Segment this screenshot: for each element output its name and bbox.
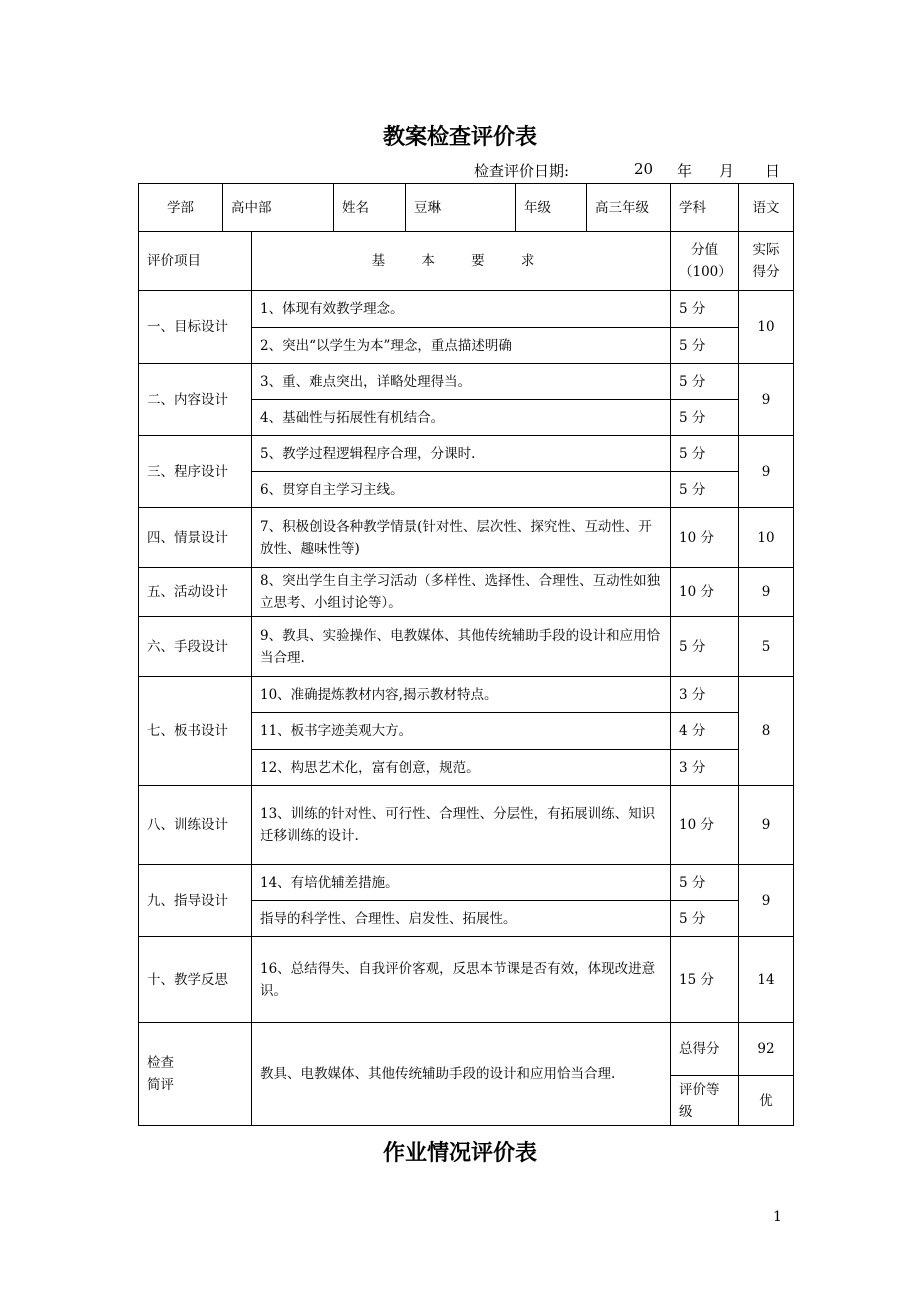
section-row — [139, 568, 794, 617]
total-score-label: 总得分 — [671, 1023, 739, 1076]
header-requirements: 基 本 要 求 — [252, 232, 671, 291]
subject-value: 语文 — [739, 184, 794, 232]
header-item: 评价项目 — [139, 232, 252, 291]
requirement-text: 4、基础性与拓展性有机结合。 — [252, 400, 671, 436]
requirement-text: 指导的科学性、合理性、启发性、拓展性。 — [252, 901, 671, 937]
section-name: 八、训练设计 — [139, 786, 252, 865]
requirement-text: 5、教学过程逻辑程序合理，分课时. — [252, 436, 671, 472]
dept-value: 高中部 — [223, 184, 334, 232]
grade-label: 年级 — [516, 184, 587, 232]
requirement-score: 5 分 — [671, 901, 739, 937]
requirement-score: 15 分 — [671, 937, 739, 1023]
requirement-score: 3 分 — [671, 677, 739, 713]
header-row — [139, 232, 794, 291]
grade-level-label-line1: 评价等 — [679, 1081, 720, 1098]
requirement-score: 5 分 — [671, 364, 739, 400]
requirement-score: 5 分 — [671, 291, 739, 328]
section-name: 九、指导设计 — [139, 865, 252, 937]
requirement-text: 3、重、难点突出，详略处理得当。 — [252, 364, 671, 400]
grade-level-label-line2: 级 — [679, 1103, 693, 1120]
section-row — [139, 364, 794, 400]
section-actual-score: 8 — [739, 677, 794, 786]
review-comment: 教具、电教媒体、其他传统辅助手段的设计和应用恰当合理. — [252, 1023, 671, 1126]
section-actual-score: 14 — [739, 937, 794, 1023]
name-label: 姓名 — [334, 184, 406, 232]
section-row — [139, 617, 794, 677]
section-name: 六、手段设计 — [139, 617, 252, 677]
requirement-text: 14、有培优辅差措施。 — [252, 865, 671, 901]
subject-label: 学科 — [671, 184, 739, 232]
header-actual — [739, 232, 794, 291]
grade-value: 高三年级 — [587, 184, 671, 232]
date-label: 检查评价日期: — [474, 162, 570, 180]
review-row — [139, 1023, 794, 1076]
requirement-score: 10 分 — [671, 568, 739, 617]
name-value: 豆琳 — [406, 184, 516, 232]
section-row — [139, 508, 794, 568]
section-row — [139, 786, 794, 865]
requirement-text: 11、板书字迹美观大方。 — [252, 713, 671, 750]
section-name: 四、情景设计 — [139, 508, 252, 568]
header-score-line1: 分值 — [691, 242, 718, 258]
header-score — [671, 232, 739, 291]
section-row — [139, 865, 794, 901]
review-label — [139, 1023, 252, 1126]
requirement-text: 13、训练的针对性、可行性、合理性、分层性，有拓展训练、知识迁移训练的设计. — [252, 786, 671, 865]
requirement-score: 5 分 — [671, 436, 739, 472]
date-day: 日 — [765, 162, 781, 180]
header-actual-line2: 得分 — [752, 264, 780, 280]
page-number: 1 — [773, 1209, 782, 1225]
requirement-score: 5 分 — [671, 865, 739, 901]
page-title: 教案检查评价表 — [382, 125, 537, 150]
section-row — [139, 677, 794, 713]
review-label-line2: 简评 — [147, 1077, 174, 1093]
grade-level-label — [671, 1076, 739, 1126]
section-name: 十、教学反思 — [139, 937, 252, 1023]
section-name: 二、内容设计 — [139, 364, 252, 436]
requirement-text: 8、突出学生自主学习活动（多样性、选择性、合理性、互动性如独立思考、小组讨论等）。 — [252, 568, 671, 617]
requirement-text: 2、突出“以学生为本”理念，重点描述明确 — [252, 328, 671, 364]
grade-level-value: 优 — [739, 1076, 794, 1126]
date-month: 月 — [719, 162, 735, 180]
section-name: 五、活动设计 — [139, 568, 252, 617]
requirement-score: 5 分 — [671, 400, 739, 436]
header-actual-line1: 实际 — [752, 242, 780, 258]
section-actual-score: 9 — [739, 568, 794, 617]
requirement-text: 7、积极创设各种教学情景(针对性、层次性、探究性、互动性、开放性、趣味性等) — [252, 508, 671, 568]
homework-table-title: 作业情况评价表 — [382, 1141, 537, 1166]
requirement-text: 9、教具、实验操作、电教媒体、其他传统辅助手段的设计和应用恰当合理. — [252, 617, 671, 677]
total-score-value: 92 — [739, 1023, 794, 1076]
lesson-plan-evaluation-table — [138, 183, 794, 1126]
requirement-score: 5 分 — [671, 328, 739, 364]
dept-label: 学部 — [139, 184, 223, 232]
section-actual-score: 9 — [739, 786, 794, 865]
section-actual-score: 9 — [739, 865, 794, 937]
date-year-prefix: 20 — [634, 160, 654, 178]
section-row — [139, 436, 794, 472]
section-row — [139, 937, 794, 1023]
requirement-score: 5 分 — [671, 472, 739, 508]
section-actual-score: 5 — [739, 617, 794, 677]
header-score-line2: （100） — [679, 264, 732, 280]
requirement-text: 12、构思艺术化，富有创意，规范。 — [252, 750, 671, 786]
section-actual-score: 9 — [739, 364, 794, 436]
requirement-text: 10、准确提炼教材内容,揭示教材特点。 — [252, 677, 671, 713]
section-name: 一、目标设计 — [139, 291, 252, 364]
requirement-score: 4 分 — [671, 713, 739, 750]
section-row — [139, 291, 794, 328]
requirement-text: 1、体现有效教学理念。 — [252, 291, 671, 328]
date-year: 年 — [677, 162, 693, 180]
section-name: 七、板书设计 — [139, 677, 252, 786]
requirement-score: 3 分 — [671, 750, 739, 786]
section-actual-score: 9 — [739, 436, 794, 508]
requirement-text: 6、贯穿自主学习主线。 — [252, 472, 671, 508]
requirement-score: 10 分 — [671, 786, 739, 865]
info-row — [139, 184, 794, 232]
requirement-score: 10 分 — [671, 508, 739, 568]
section-name: 三、程序设计 — [139, 436, 252, 508]
section-actual-score: 10 — [739, 508, 794, 568]
requirement-score: 5 分 — [671, 617, 739, 677]
section-actual-score: 10 — [739, 291, 794, 364]
requirement-text: 16、总结得失、自我评价客观，反思本节课是否有效，体现改进意识。 — [252, 937, 671, 1023]
review-label-line1: 检查 — [147, 1055, 174, 1071]
